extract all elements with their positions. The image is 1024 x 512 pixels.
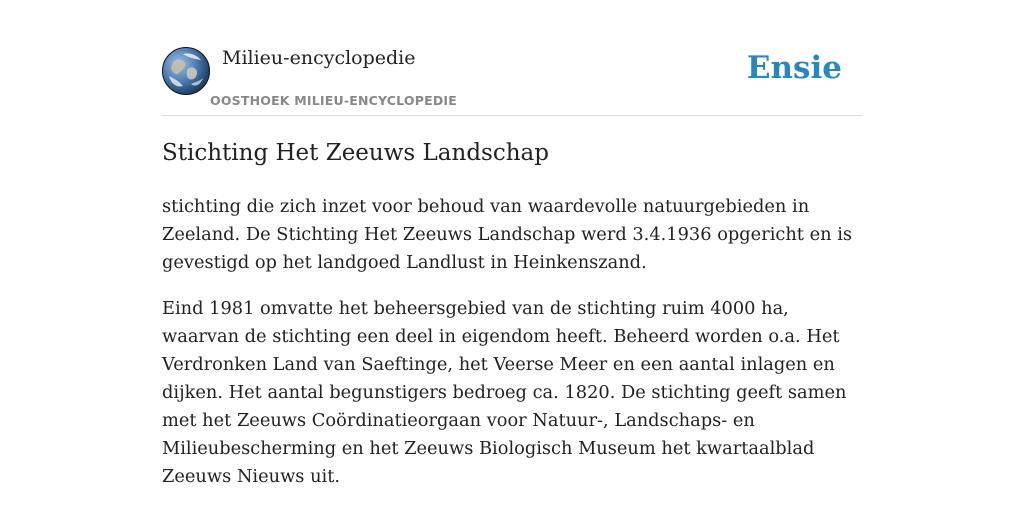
article-paragraph: stichting die zich inzet voor behoud van waardevolle natuurgebieden in Zeeland. De Stichting Het Zeeuws Landschap werd 3.4.1936 opgericht en is gevestigd op het landgoed Landlust in Heinkenszand. <box>162 196 853 273</box>
brand-logo[interactable]: Ensie <box>746 50 842 86</box>
earth-globe-icon[interactable] <box>162 47 210 95</box>
dictionary-subtitle: OOSTHOEK MILIEU-ENCYCLOPEDIE <box>210 93 457 108</box>
header <box>162 42 862 116</box>
article-paragraph: Eind 1981 omvatte het beheersgebied van de stichting ruim 4000 ha, waarvan de stichting een deel in eigendom heeft. Beheerd worden o.a. Het Verdronken Land van Saeftinge, het Veerse Meer en een aantal inlagen en dijken. Het aantal begunstigers bedroeg ca. 1820. De stichting geeft samen met het Zeeuws Coördinatieorgaan voor Natuur-, Landschaps- en Milieubescherming en het Zeeuws Biologisch Museum het kwartaalblad Zeeuws Nieuws uit. <box>162 298 847 487</box>
article-body <box>162 193 862 509</box>
header-divider <box>162 115 862 116</box>
dictionary-name[interactable]: Milieu-encyclopedie <box>222 47 416 69</box>
article-title: Stichting Het Zeeuws Landschap <box>162 140 549 166</box>
